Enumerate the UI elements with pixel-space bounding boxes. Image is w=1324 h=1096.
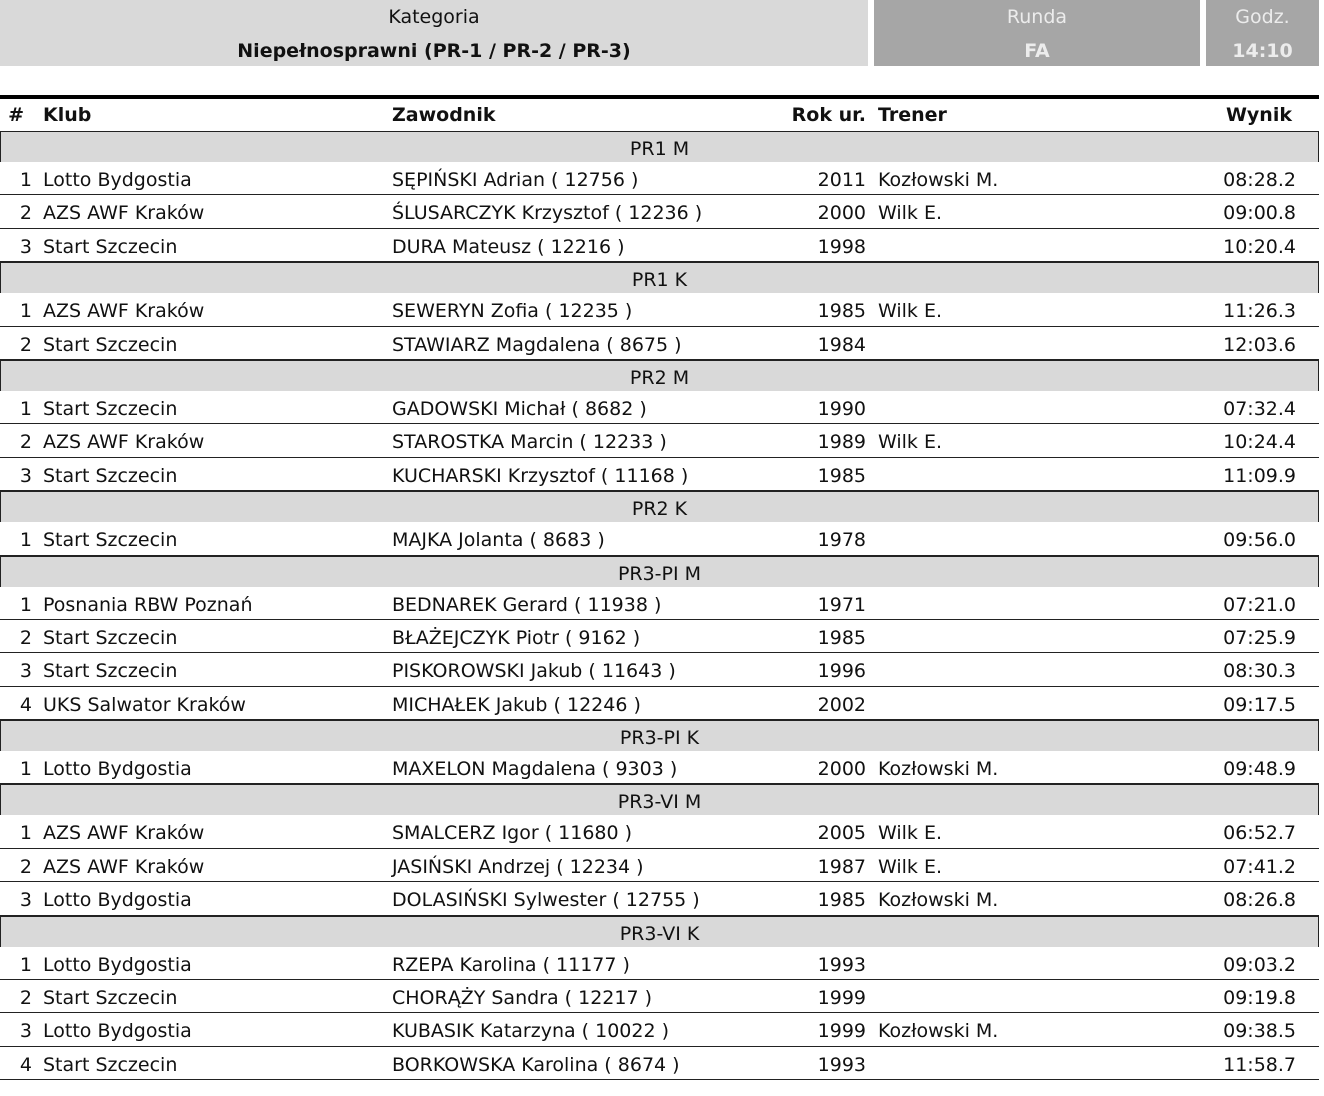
result-cell: 10:24.4 bbox=[1223, 431, 1296, 454]
column-header-birth-year: Rok ur. bbox=[791, 104, 866, 126]
group-name: PR1 M bbox=[629, 138, 690, 160]
result-cell: 09:03.2 bbox=[1223, 953, 1296, 976]
category-label: Kategoria bbox=[388, 6, 480, 28]
place-cell: 1 bbox=[19, 397, 32, 420]
group-header bbox=[0, 262, 1319, 293]
athlete-cell: MICHAŁEK Jakub ( 12246 ) bbox=[392, 693, 641, 716]
round-box bbox=[874, 0, 1200, 66]
group-name: PR2 M bbox=[629, 366, 690, 389]
table-row bbox=[0, 195, 1319, 228]
time-box bbox=[1206, 0, 1319, 66]
coach-cell: Kozłowski M. bbox=[878, 169, 999, 191]
athlete-cell: DURA Mateusz ( 12216 ) bbox=[392, 235, 625, 258]
birth-year-cell: 1971 bbox=[817, 593, 866, 616]
place-cell: 3 bbox=[19, 235, 32, 258]
coach-cell: Wilk E. bbox=[878, 300, 943, 323]
group-name: PR3-PI M bbox=[617, 562, 702, 585]
table-row bbox=[0, 751, 1319, 784]
category-box bbox=[0, 0, 868, 66]
place-cell: 1 bbox=[19, 529, 32, 552]
athlete-cell: BEDNAREK Gerard ( 11938 ) bbox=[392, 593, 662, 616]
coach-cell: Wilk E. bbox=[878, 202, 943, 225]
column-header-club: Klub bbox=[43, 104, 92, 126]
result-cell: 09:56.0 bbox=[1223, 529, 1296, 552]
place-cell: 2 bbox=[19, 202, 32, 225]
place-cell: 2 bbox=[19, 333, 32, 356]
result-cell: 09:17.5 bbox=[1223, 693, 1296, 716]
club-cell: Start Szczecin bbox=[43, 529, 178, 552]
club-cell: Lotto Bydgostia bbox=[43, 953, 192, 976]
club-cell: AZS AWF Kraków bbox=[43, 822, 205, 845]
birth-year-cell: 1993 bbox=[817, 1053, 866, 1076]
result-cell: 09:48.9 bbox=[1223, 758, 1296, 781]
header-bar bbox=[0, 0, 1324, 66]
athlete-cell: STAROSTKA Marcin ( 12233 ) bbox=[392, 431, 667, 454]
athlete-cell: MAXELON Magdalena ( 9303 ) bbox=[392, 758, 678, 781]
group-name: PR3-VI M bbox=[617, 791, 702, 814]
athlete-cell: SEWERYN Zofia ( 12235 ) bbox=[392, 300, 633, 323]
result-cell: 11:09.9 bbox=[1223, 464, 1296, 487]
table-row bbox=[0, 391, 1319, 424]
coach-cell: Wilk E. bbox=[878, 431, 943, 454]
club-cell: Lotto Bydgostia bbox=[43, 169, 192, 191]
birth-year-cell: 2011 bbox=[817, 169, 866, 191]
club-cell: Posnania RBW Poznań bbox=[43, 593, 253, 616]
place-cell: 2 bbox=[19, 626, 32, 649]
column-header-athlete: Zawodnik bbox=[392, 104, 496, 126]
group-header bbox=[0, 556, 1319, 587]
column-header-number: # bbox=[8, 104, 24, 126]
time-value: 14:10 bbox=[1232, 40, 1293, 62]
group-name: PR3-PI K bbox=[619, 727, 700, 750]
table-row bbox=[0, 882, 1319, 915]
result-cell: 11:26.3 bbox=[1223, 300, 1296, 323]
athlete-cell: RZEPA Karolina ( 11177 ) bbox=[392, 953, 630, 976]
place-cell: 1 bbox=[19, 169, 32, 191]
table-row bbox=[0, 293, 1319, 326]
result-cell: 10:20.4 bbox=[1223, 235, 1296, 258]
place-cell: 3 bbox=[19, 1020, 32, 1043]
place-cell: 3 bbox=[19, 889, 32, 912]
birth-year-cell: 1996 bbox=[817, 660, 866, 683]
group-header bbox=[0, 784, 1319, 815]
place-cell: 1 bbox=[19, 953, 32, 976]
birth-year-cell: 1985 bbox=[817, 626, 866, 649]
birth-year-cell: 1985 bbox=[817, 464, 866, 487]
club-cell: Start Szczecin bbox=[43, 1053, 178, 1076]
group-header bbox=[0, 131, 1319, 162]
result-cell: 07:21.0 bbox=[1223, 593, 1296, 616]
birth-year-cell: 2002 bbox=[817, 693, 866, 716]
table-row bbox=[0, 522, 1319, 555]
column-header-result: Wynik bbox=[1225, 104, 1292, 126]
club-cell: Start Szczecin bbox=[43, 660, 178, 683]
birth-year-cell: 1978 bbox=[817, 529, 866, 552]
place-cell: 4 bbox=[19, 1053, 32, 1076]
table-row bbox=[0, 458, 1319, 491]
coach-cell: Wilk E. bbox=[878, 855, 943, 878]
place-cell: 1 bbox=[19, 822, 32, 845]
club-cell: Start Szczecin bbox=[43, 464, 178, 487]
birth-year-cell: 1998 bbox=[817, 235, 866, 258]
place-cell: 3 bbox=[19, 660, 32, 683]
group-header bbox=[0, 491, 1319, 522]
table-row bbox=[0, 653, 1319, 686]
table-row bbox=[0, 620, 1319, 653]
time-label: Godz. bbox=[1235, 6, 1290, 28]
birth-year-cell: 1999 bbox=[817, 1020, 866, 1043]
birth-year-cell: 1985 bbox=[817, 300, 866, 323]
table-row bbox=[0, 1013, 1319, 1046]
club-cell: Lotto Bydgostia bbox=[43, 1020, 192, 1043]
table-row bbox=[0, 687, 1319, 720]
result-cell: 09:00.8 bbox=[1223, 202, 1296, 225]
result-cell: 12:03.6 bbox=[1223, 333, 1296, 356]
table-row bbox=[0, 587, 1319, 620]
result-cell: 08:28.2 bbox=[1223, 169, 1296, 191]
result-cell: 07:25.9 bbox=[1223, 626, 1296, 649]
birth-year-cell: 1990 bbox=[817, 397, 866, 420]
place-cell: 1 bbox=[19, 593, 32, 616]
athlete-cell: SĘPIŃSKI Adrian ( 12756 ) bbox=[392, 169, 639, 191]
result-cell: 08:30.3 bbox=[1223, 660, 1296, 683]
table-row bbox=[0, 947, 1319, 980]
club-cell: Lotto Bydgostia bbox=[43, 758, 192, 781]
coach-cell: Kozłowski M. bbox=[878, 889, 999, 912]
table-row bbox=[0, 849, 1319, 882]
athlete-cell: PISKOROWSKI Jakub ( 11643 ) bbox=[392, 660, 676, 683]
athlete-cell: KUBASIK Katarzyna ( 10022 ) bbox=[392, 1020, 670, 1043]
club-cell: Start Szczecin bbox=[43, 626, 178, 649]
birth-year-cell: 1989 bbox=[817, 431, 866, 454]
birth-year-cell: 1985 bbox=[817, 889, 866, 912]
group-name: PR3-VI K bbox=[619, 922, 700, 945]
table-row bbox=[0, 424, 1319, 457]
round-label: Runda bbox=[1006, 6, 1068, 28]
coach-cell: Kozłowski M. bbox=[878, 1020, 999, 1043]
athlete-cell: KUCHARSKI Krzysztof ( 11168 ) bbox=[392, 464, 689, 487]
athlete-cell: ŚLUSARCZYK Krzysztof ( 12236 ) bbox=[392, 202, 703, 225]
club-cell: Start Szczecin bbox=[43, 397, 178, 420]
athlete-cell: CHORĄŻY Sandra ( 12217 ) bbox=[392, 987, 653, 1010]
birth-year-cell: 1993 bbox=[817, 953, 866, 976]
place-cell: 2 bbox=[19, 855, 32, 878]
athlete-cell: GADOWSKI Michał ( 8682 ) bbox=[392, 397, 647, 420]
birth-year-cell: 1987 bbox=[817, 855, 866, 878]
birth-year-cell: 2000 bbox=[817, 758, 866, 781]
category-value: Niepełnosprawni (PR-1 / PR-2 / PR-3) bbox=[237, 40, 631, 62]
place-cell: 1 bbox=[19, 758, 32, 781]
round-value: FA bbox=[1024, 40, 1050, 62]
table-row bbox=[0, 1047, 1319, 1080]
athlete-cell: MAJKA Jolanta ( 8683 ) bbox=[392, 529, 605, 552]
athlete-cell: STAWIARZ Magdalena ( 8675 ) bbox=[392, 333, 682, 356]
place-cell: 2 bbox=[19, 987, 32, 1010]
birth-year-cell: 2005 bbox=[817, 822, 866, 845]
result-cell: 09:19.8 bbox=[1223, 987, 1296, 1010]
result-cell: 09:38.5 bbox=[1223, 1020, 1296, 1043]
club-cell: AZS AWF Kraków bbox=[43, 300, 205, 323]
table-row bbox=[0, 815, 1319, 848]
table-row bbox=[0, 980, 1319, 1013]
athlete-cell: BŁAŻEJCZYK Piotr ( 9162 ) bbox=[392, 626, 641, 649]
club-cell: Start Szczecin bbox=[43, 333, 178, 356]
table-row bbox=[0, 327, 1319, 360]
table-header bbox=[0, 99, 1319, 131]
athlete-cell: SMALCERZ Igor ( 11680 ) bbox=[392, 822, 633, 845]
athlete-cell: JASIŃSKI Andrzej ( 12234 ) bbox=[392, 855, 644, 878]
club-cell: Start Szczecin bbox=[43, 235, 178, 258]
result-cell: 07:32.4 bbox=[1223, 397, 1296, 420]
table-row bbox=[0, 162, 1319, 195]
result-cell: 08:26.8 bbox=[1223, 889, 1296, 912]
group-header bbox=[0, 720, 1319, 751]
table-row bbox=[0, 229, 1319, 262]
column-header-coach: Trener bbox=[878, 104, 947, 126]
club-cell: AZS AWF Kraków bbox=[43, 431, 205, 454]
athlete-cell: BORKOWSKA Karolina ( 8674 ) bbox=[392, 1053, 680, 1076]
group-name: PR2 K bbox=[631, 498, 688, 521]
result-cell: 06:52.7 bbox=[1223, 822, 1296, 845]
club-cell: UKS Salwator Kraków bbox=[43, 693, 246, 716]
group-header bbox=[0, 916, 1319, 947]
result-cell: 07:41.2 bbox=[1223, 855, 1296, 878]
club-cell: Start Szczecin bbox=[43, 987, 178, 1010]
birth-year-cell: 1984 bbox=[817, 333, 866, 356]
birth-year-cell: 2000 bbox=[817, 202, 866, 225]
club-cell: AZS AWF Kraków bbox=[43, 855, 205, 878]
club-cell: Lotto Bydgostia bbox=[43, 889, 192, 912]
group-name: PR1 K bbox=[631, 269, 688, 292]
place-cell: 1 bbox=[19, 300, 32, 323]
result-cell: 11:58.7 bbox=[1223, 1053, 1296, 1076]
group-header bbox=[0, 360, 1319, 391]
coach-cell: Kozłowski M. bbox=[878, 758, 999, 781]
coach-cell: Wilk E. bbox=[878, 822, 943, 845]
place-cell: 4 bbox=[19, 693, 32, 716]
place-cell: 2 bbox=[19, 431, 32, 454]
athlete-cell: DOLASIŃSKI Sylwester ( 12755 ) bbox=[392, 889, 700, 912]
results-table bbox=[0, 131, 1319, 1080]
club-cell: AZS AWF Kraków bbox=[43, 202, 205, 225]
place-cell: 3 bbox=[19, 464, 32, 487]
birth-year-cell: 1999 bbox=[817, 987, 866, 1010]
